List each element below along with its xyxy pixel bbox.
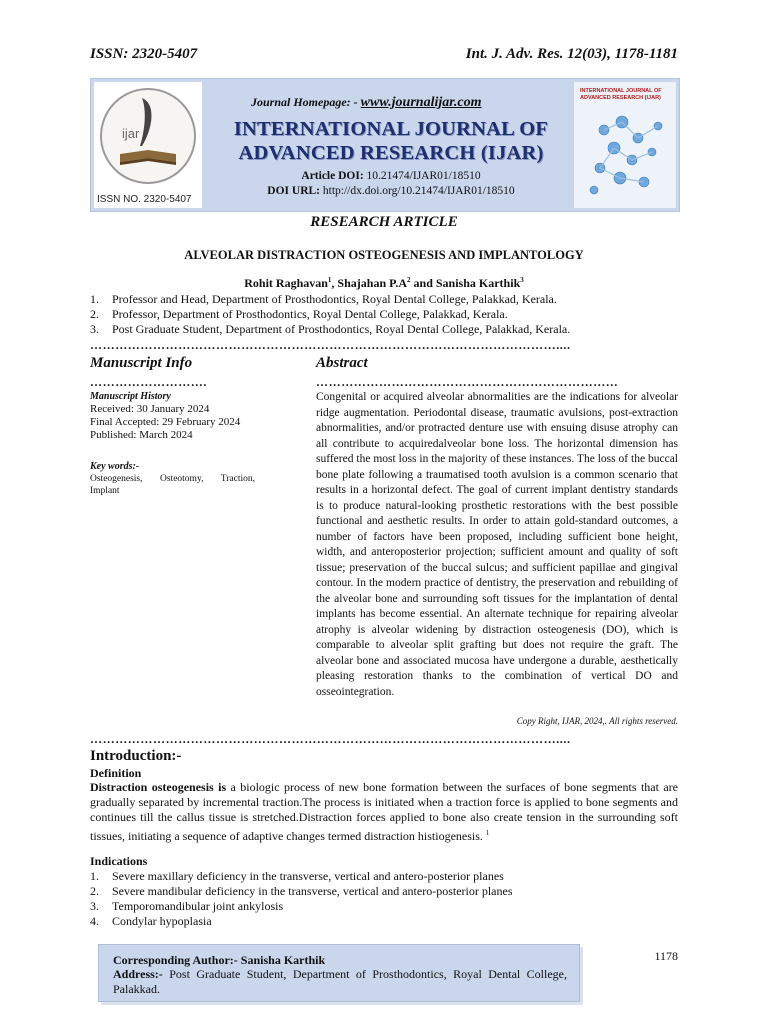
running-header-citation: Int. J. Adv. Res. 12(03), 1178-1181 (465, 46, 678, 62)
affiliation-item (90, 322, 570, 337)
manuscript-info (90, 390, 258, 497)
list-number: 1. (90, 869, 99, 883)
list-text: Severe maxillary deficiency in the transverse, vertical and antero-posterior planes (112, 869, 504, 883)
published-date: Published: March 2024 (90, 429, 193, 441)
article-doi-label: Article DOI: (301, 170, 364, 182)
affiliation-item (90, 292, 570, 307)
author-name: Shajahan P.A (337, 276, 408, 290)
dotted-separator: ………………………. (90, 375, 207, 389)
definition-text: a biologic process of new bone formation between the surfaces of bone segments that are gradually separated by incremental traction.The process is initiated when a traction force is applied to bone segments and continues till the callus tissue is stretched.Distraction forces applied to bone also create tension in the surrounding soft tissues, initiating a sequence of adaptive changes termed distraction histiogenesis. (90, 780, 678, 843)
list-number: 4. (90, 914, 99, 928)
accepted-date: Final Accepted: 29 February 2024 (90, 416, 241, 428)
keywords-line: Osteogenesis, Osteotomy, Traction, (90, 474, 255, 484)
indications-heading: Indications (90, 854, 148, 868)
journal-banner (90, 78, 680, 212)
author-affil-number: 1 (327, 276, 332, 284)
introduction-heading: Introduction:- (90, 748, 182, 764)
copyright-notice: Copy Right, IJAR, 2024,. All rights reserved. (516, 716, 678, 726)
address-label: Address:- (113, 967, 163, 981)
list-item (90, 899, 513, 914)
journal-logo (94, 82, 202, 208)
author-affil-number: 3 (520, 276, 524, 284)
corresponding-author-label: Corresponding Author:- Sanisha Karthik (113, 953, 326, 967)
list-item (90, 884, 513, 899)
indications-list (90, 869, 513, 929)
definition-heading: Definition (90, 766, 142, 780)
logo-issn: ISSN NO. 2320-5407 (97, 194, 192, 205)
definition-paragraph (90, 780, 678, 844)
author-affil-number: 2 (407, 276, 411, 284)
keywords-label: Key words:- (90, 461, 140, 472)
affiliation-text: Professor, Department of Prosthodontics, Royal Dental College, Palakkad, Kerala. (112, 307, 508, 321)
article-type: RESEARCH ARTICLE (310, 214, 458, 230)
article-title: ALVEOLAR DISTRACTION OSTEOGENESIS AND IMPLANTOLOGY (184, 248, 584, 262)
abstract-text: Congenital or acquired alveolar abnormalities are the indications for alveolar ridge augmentation. Periodontal disease, traumatic avulsions, post-extraction abnormalities, and/or protracted denture use with ensuing disuse atrophy can all contribute to acquiredalveolar bone loss. The horizontal dimension has suffered the most loss in the majority of these instances. The loss of the buccal bone plate following a traumatised tooth avulsion is a common scenario that results in a horizontal defect. The goal of current implant dentistry standards is to produce natural-looking prosthetic restorations with the best possible functional and aesthetic results. In order to attain gold-standard outcomes, a number of factors have been proposed, including sufficient bone height, width, and anteroposterior projection; sufficient amount and quality of soft tissue; preservation of the buccal sulcus; and sufficient papillae and gingival contour. In the modern practice of dentistry, the preservation and rebuilding of the alveolar bone and surrounding soft tissues for the implantation of dental implants has become essential. An alternate technique for repairing alveolar atrophy is alveolar widening by distraction osteogenesis (DO), which is comparable to alveolar split grafting but does not require the graft. The alveolar bone and associated mucosa have undergone a durable, aesthetically pleasing restoration thanks to the combination of vertical DO and osseointegration. (316, 391, 678, 698)
logo-wordmark: ijar (122, 126, 140, 141)
running-header (90, 46, 678, 68)
received-date: Received: 30 January 2024 (90, 403, 210, 415)
list-number: 3. (90, 899, 99, 913)
manuscript-history-label: Manuscript History (90, 391, 171, 402)
dotted-separator: ………………………………………………………………………………………………….... (90, 732, 571, 746)
corresponding-address (113, 967, 567, 997)
corresponding-author-box (98, 944, 580, 1002)
journal-cover-thumbnail (574, 82, 676, 208)
author-name: Rohit Raghavan (244, 276, 328, 290)
affiliation-item (90, 307, 570, 322)
list-text: Condylar hypoplasia (112, 914, 212, 928)
logo-emblem (100, 88, 196, 184)
homepage-link[interactable]: www.journalijar.com (360, 95, 482, 110)
running-header-issn: ISSN: 2320-5407 (90, 46, 198, 62)
dotted-separator: ………………………………………………………………………………………………….... (90, 338, 571, 352)
page-number: 1178 (654, 949, 678, 963)
author-separator: , (331, 276, 338, 290)
journal-title: INTERNATIONAL JOURNAL OF ADVANCED RESEARCH (IJAR) (233, 118, 549, 164)
manuscript-info-heading: Manuscript Info (90, 355, 193, 371)
journal-homepage (251, 95, 482, 111)
definition-term: Distraction osteogenesis is (90, 780, 227, 794)
affiliation-text: Post Graduate Student, Department of Prosthodontics, Royal Dental College, Palakkad, Kerala. (112, 322, 571, 336)
author-name: Sanisha Karthik (435, 276, 521, 290)
list-text: Severe mandibular deficiency in the transverse, vertical and antero-posterior planes (112, 884, 513, 898)
dotted-separator: ……………………………………………………………… (316, 375, 619, 389)
list-item (90, 869, 513, 884)
molecule-illustration-icon (574, 82, 676, 208)
reference-marker: 1 (485, 828, 490, 837)
author-list (0, 276, 768, 291)
cover-title: INTERNATIONAL JOURNAL OF ADVANCED RESEARCH (IJAR) (580, 88, 662, 101)
keywords-line: Implant (90, 486, 120, 496)
doi-url-link[interactable]: http://dx.doi.org/10.21474/IJAR01/18510 (322, 185, 515, 197)
affiliation-text: Professor and Head, Department of Prosthodontics, Royal Dental College, Palakkad, Kerala. (112, 292, 557, 306)
affiliation-number: 3. (90, 322, 99, 336)
doi-url-label: DOI URL: (267, 185, 321, 197)
quill-book-icon (102, 90, 194, 182)
doi-block (211, 169, 571, 199)
affiliation-number: 2. (90, 307, 99, 321)
article-doi: 10.21474/IJAR01/18510 (366, 170, 481, 182)
author-separator: and (410, 276, 436, 290)
list-item (90, 914, 513, 929)
affiliation-list (90, 292, 570, 337)
affiliation-number: 1. (90, 292, 99, 306)
address-text: Post Graduate Student, Department of Prosthodontics, Royal Dental College, Palakkad. (113, 967, 567, 996)
list-number: 2. (90, 884, 99, 898)
list-text: Temporomandibular joint ankylosis (112, 899, 284, 913)
abstract-heading: Abstract (316, 355, 368, 371)
homepage-label: Journal Homepage: - (251, 95, 361, 109)
